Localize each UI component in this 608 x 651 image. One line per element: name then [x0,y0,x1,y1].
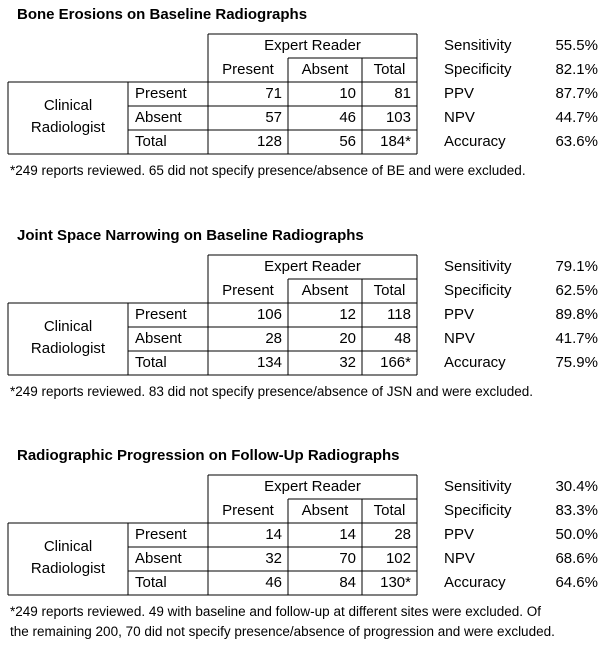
col-header-present: Present [222,502,274,519]
metric-value: 68.6% [555,550,598,567]
metric-name: Sensitivity [444,258,512,275]
cell-value: 20 [339,330,356,347]
metric-value: 50.0% [555,526,598,543]
table-section [0,441,608,651]
metric-name: PPV [444,306,475,323]
cell-value: 118 [387,306,411,323]
col-header-total: Total [373,502,406,519]
row-label-present: Present [135,85,187,102]
metric-value: 83.3% [555,502,598,519]
metric-name: Specificity [444,282,512,299]
metric-value: 89.8% [555,306,598,323]
row-label-absent: Absent [135,109,182,126]
row-group-label-line1: Clinical [43,97,93,114]
cell-value: 128 [256,133,282,150]
cell-value: 130* [380,574,411,591]
cell-value: 14 [339,526,356,543]
cell-value: 12 [339,306,356,323]
cell-value: 46 [265,574,282,591]
metric-name: NPV [444,330,475,347]
expert-reader-header: Expert Reader [264,478,361,495]
metric-value: 41.7% [555,330,598,347]
row-group-label-line1: Clinical [43,318,93,335]
cell-value: 14 [265,526,282,543]
row-group-label-line2: Radiologist [30,560,106,577]
metric-name: Accuracy [444,133,506,150]
col-header-total: Total [373,282,406,299]
cell-value: 28 [394,526,411,543]
footnote-line: *249 reports reviewed. 83 did not specify presence/absence of JSN and were excluded. [10,384,534,399]
metric-value: 82.1% [555,61,598,78]
col-header-absent: Absent [301,502,349,519]
metric-value: 55.5% [555,37,598,54]
cell-value: 102 [385,550,411,567]
cell-value: 48 [394,330,411,347]
cell-value: 184* [380,133,411,150]
row-group-label-line1: Clinical [43,538,93,555]
cell-value: 32 [265,550,282,567]
table-section [0,221,608,431]
cell-value: 84 [339,574,356,591]
section-title: Joint Space Narrowing on Baseline Radiographs [17,227,364,244]
metric-name: Sensitivity [444,478,512,495]
cell-value: 32 [339,354,356,371]
metric-value: 64.6% [555,574,598,591]
metric-name: PPV [444,526,475,543]
row-label-total: Total [135,574,167,591]
row-label-total: Total [135,133,167,150]
footnote-line: *249 reports reviewed. 65 did not specify presence/absence of BE and were excluded. [10,163,526,178]
col-header-total: Total [373,61,406,78]
metric-name: Specificity [444,61,512,78]
cell-value: 28 [265,330,282,347]
col-header-present: Present [222,282,274,299]
col-header-absent: Absent [301,61,349,78]
cell-value: 56 [339,133,356,150]
metric-name: PPV [444,85,475,102]
row-label-present: Present [135,306,187,323]
metric-value: 87.7% [555,85,598,102]
cell-value: 81 [394,85,411,102]
metric-value: 79.1% [555,258,598,275]
cell-value: 71 [265,85,282,102]
metric-value: 62.5% [555,282,598,299]
col-header-absent: Absent [301,282,349,299]
metric-name: Sensitivity [444,37,512,54]
metric-name: Specificity [444,502,512,519]
cell-value: 166* [380,354,411,371]
row-label-total: Total [135,354,167,371]
expert-reader-header: Expert Reader [264,258,361,275]
cell-value: 70 [339,550,356,567]
metric-name: Accuracy [444,574,506,591]
cell-value: 134 [256,354,282,371]
section-title: Radiographic Progression on Follow-Up Radiographs [17,447,400,464]
cell-value: 10 [339,85,356,102]
metric-value: 30.4% [555,478,598,495]
footnote-line: *249 reports reviewed. 49 with baseline and follow-up at different sites were excluded. Of [10,604,542,619]
metric-name: NPV [444,550,475,567]
cell-value: 57 [265,109,282,126]
footnote-line: the remaining 200, 70 did not specify presence/absence of progression and were excluded. [10,624,555,639]
cell-value: 46 [339,109,356,126]
col-header-present: Present [222,61,274,78]
table-section [0,0,608,210]
metric-value: 44.7% [555,109,598,126]
row-group-label-line2: Radiologist [30,340,106,357]
metric-name: Accuracy [444,354,506,371]
metric-value: 75.9% [555,354,598,371]
section-title: Bone Erosions on Baseline Radiographs [17,6,308,23]
row-label-absent: Absent [135,330,182,347]
metric-name: NPV [444,109,475,126]
row-group-label-line2: Radiologist [30,119,106,136]
row-label-absent: Absent [135,550,182,567]
expert-reader-header: Expert Reader [264,37,361,54]
cell-value: 103 [385,109,411,126]
metric-value: 63.6% [555,133,598,150]
cell-value: 106 [256,306,282,323]
row-label-present: Present [135,526,187,543]
